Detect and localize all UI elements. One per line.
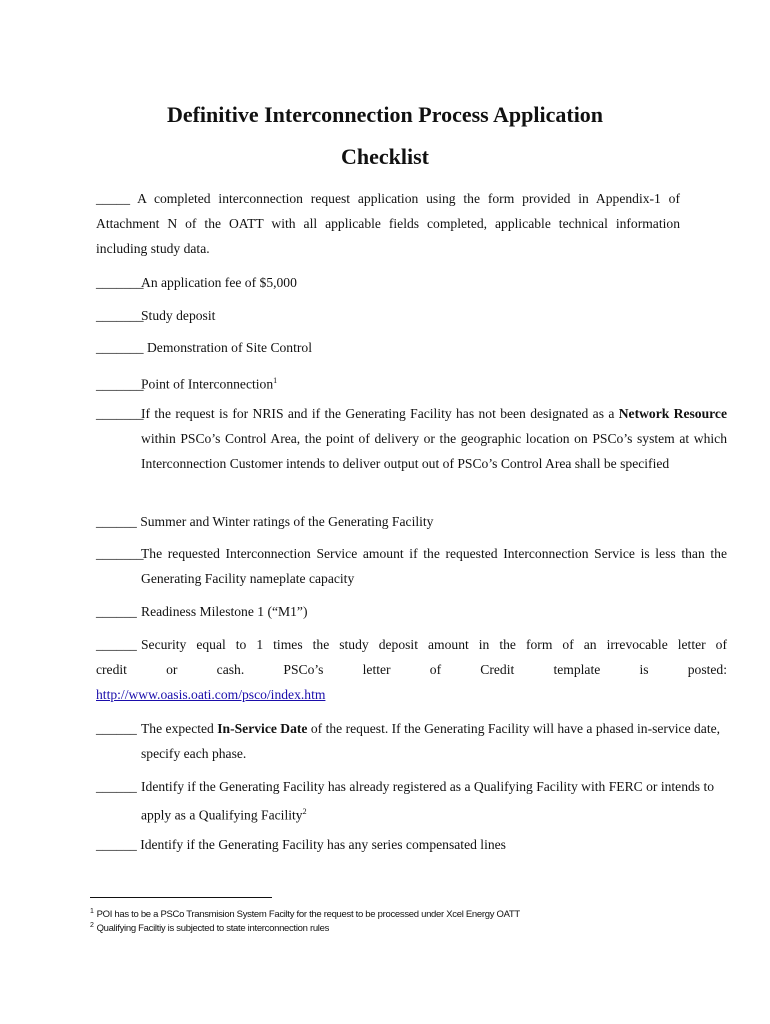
checklist-blank: ______ [96,604,137,619]
checklist-blank: ______ [96,837,137,852]
checklist-blank: _______ [96,376,144,392]
checklist-item-series-compensated [96,832,682,857]
checklist-text: Point of Interconnection [141,376,274,392]
checklist-text: Identify if the Generating Facility has any series compensated lines [140,837,506,852]
checklist-item-nris [96,401,727,476]
footnote-ref-2: 2 [302,807,307,816]
footnote-divider [90,897,272,898]
checklist-item-poi [96,368,727,397]
footnote-2 [90,919,690,935]
footnote-mark: 1 [90,908,94,915]
checklist-text-cont: within PSCo’s Control Area, the point of delivery or the geographic location on PSCo’s system at which Interconnection Customer intends to deliver output out of PSCo’s Control Area shall be specified [141,431,727,471]
checklist-blank: ______ [96,637,137,652]
checklist-blank: _______ [96,340,144,355]
psco-oasis-link[interactable]: http://www.oasis.oati.com/psco/index.htm [96,687,326,702]
checklist-blank: ______ [96,721,137,736]
intro-blank: _____ [96,191,130,206]
intro-text: A completed interconnection request application using the form provided in Appendix-1 of Attachment N of the OATT with all applicable fields completed, applicable technical information including study data. [96,191,680,256]
footnote-mark: 2 [90,922,94,929]
checklist-item-in-service-date [96,716,727,766]
security-line-1 [96,632,727,657]
checklist-item-site-control [96,335,682,360]
checklist-text: The requested Interconnection Service amount if the requested Interconnection Service is less than the Generating Facility nameplate capacity [141,546,727,586]
checklist-blank: _______ [96,406,144,421]
checklist-item-study-deposit [96,303,727,328]
checklist-item-service-amount [96,541,727,591]
page-title-line-1: Definitive Interconnection Process Application [166,102,604,127]
checklist-text: Readiness Milestone 1 (“M1”) [141,604,308,619]
security-line-2: credit or cash. PSCo’s letter of Credit template is posted: [96,662,727,677]
footnote-text: POI has to be a PSCo Transmision System Facilty for the request to be processed under Xcel Energy OATT [96,909,520,921]
page-title-line-2: Checklist [341,144,429,169]
checklist-blank: _______ [96,546,144,561]
checklist-item-ratings [96,509,682,534]
checklist-text: Security equal to 1 times the study deposit amount in the form of an irrevocable letter of [141,637,727,652]
checklist-item-security [96,632,727,707]
checklist-item-fee [96,270,727,295]
checklist-text: An application fee of $5,000 [141,275,297,290]
footnote-ref-1: 1 [273,376,278,385]
checklist-text: Identify if the Generating Facility has already registered as a Qualifying Facility with FERC or intends to apply as a Qualifying Facility [141,779,715,823]
network-resource-term: Network Resource [618,406,727,421]
checklist-item-qualifying-facility [96,774,727,828]
security-line-3 [96,682,727,707]
checklist-text: Study deposit [141,308,216,323]
checklist-text-cont: of the request. If the Generating Facility will have a phased in-service date, specify each phase. [141,721,721,761]
checklist-text: Summer and Winter ratings of the Generating Facility [140,514,434,529]
checklist-blank: ______ [96,514,137,529]
checklist-text: Demonstration of Site Control [146,340,312,355]
in-service-date-term: In-Service Date [217,721,308,736]
footnote-text: Qualifying Faciltiy is subjected to state interconnection rules [96,923,330,935]
intro-paragraph [96,186,680,261]
checklist-item-m1 [96,599,727,624]
checklist-blank: ______ [96,779,137,794]
checklist-blank: _______ [96,275,144,290]
checklist-text: The expected [141,721,214,736]
checklist-text: If the request is for NRIS and if the Generating Facility has not been designated as a [141,406,615,421]
checklist-blank: _______ [96,308,144,323]
